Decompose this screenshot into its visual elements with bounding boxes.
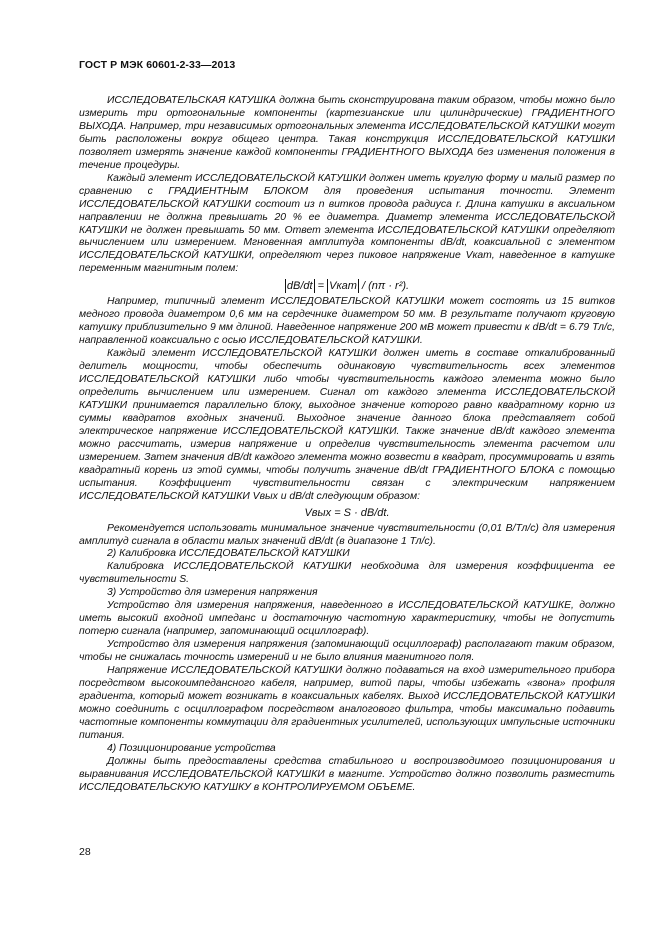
page-number: 28 <box>79 846 91 858</box>
paragraph: Устройство для измерения напряжения, наведенного в ИССЛЕДОВАТЕЛЬСКОЙ КАТУШКЕ, должно иметь высокий входной импеданс и достаточную частотную характеристику, чтобы не допустить потерю сигнала (например, запоминающий осциллограф). <box>79 600 615 638</box>
paragraph: Напряжение ИССЛЕДОВАТЕЛЬСКОЙ КАТУШКИ должно подаваться на вход измерительного прибора посредством высокоимпедансного кабеля, например, витой пары, чтобы избежать «звона» профиля градиента, который может возникать в коаксиальных кабелях. Выход ИССЛЕДОВАТЕЛЬСКОЙ КАТУШКИ можно соединить с осциллографом посредством аналогового фильтра, чтобы максимально подавить частотные компоненты коммутации для градиентных усилителей, использующих импульсные источники питания. <box>79 665 615 741</box>
paragraph: ИССЛЕДОВАТЕЛЬСКАЯ КАТУШКА должна быть сконструирована таким образом, чтобы можно было измерить три ортогональные компоненты (картезианские или цилиндрические) ГРАДИЕНТНОГО ВЫХОДА. Например, три независимых ортогональных элемента ИССЛЕДОВАТЕЛЬСКОЙ КАТУШКИ могут быть расположены вокруг общего центра. Такая конструкция ИССЛЕДОВАТЕЛЬСКОЙ КАТУШКИ позволяет измерять значение каждой компоненты ГРАДИЕНТНОГО ВЫХОДА без изменения положения в течение процедуры. <box>79 95 615 171</box>
paragraph: Например, типичный элемент ИССЛЕДОВАТЕЛЬСКОЙ КАТУШКИ может состоять из 15 витков медного провода диаметром 0,6 мм на сердечнике диаметром 50 мм. В результате получают круговую катушку приблизительно 9 мм длиной. Наведенное напряжение 200 мВ может привести к dB/dt = 6.79 Тл/с, направленной коаксиально с осью ИССЛЕДОВАТЕЛЬСКОЙ КАТУШКИ. <box>79 296 615 347</box>
section-heading: 2) Калибровка ИССЛЕДОВАТЕЛЬСКОЙ КАТУШКИ <box>107 548 350 560</box>
paragraph: Устройство для измерения напряжения (запоминающий осциллограф) располагают таким образом, чтобы не снижалась точность измерений и не было влияния магнитного поля. <box>79 639 615 664</box>
formula-dbdt: dB/dt = Vкат / (nπ · r²). <box>286 280 410 293</box>
paragraph: Калибровка ИССЛЕДОВАТЕЛЬСКОЙ КАТУШКИ необходима для измерения коэффициента ее чувствительности S. <box>79 561 615 586</box>
paragraph: Каждый элемент ИССЛЕДОВАТЕЛЬСКОЙ КАТУШКИ должен иметь круглую форму и малый размер по сравнению с ГРАДИЕНТНЫМ БЛОКОМ для проведения испытания точности. Элемент ИССЛЕДОВАТЕЛЬСКОЙ КАТУШКИ состоит из n витков провода радиуса r. Длина катушки в аксиальном направлении не должна превышать 20 % ее диаметра. Диаметр элемента ИССЛЕДОВАТЕЛЬСКОЙ КАТУШКИ не должен превышать 50 мм. Ответ элемента ИССЛЕДОВАТЕЛЬСКОЙ КАТУШКИ определяют вычислением или измерением. Мгновенная амплитуда компоненты dB/dt, коаксиальной с элементом ИССЛЕДОВАТЕЛЬСКОЙ КАТУШКИ, определяют через пиковое напряжение Vкат, наведенное в катушке переменным магнитным полем: <box>79 172 615 275</box>
paragraph: Рекомендуется использовать минимальное значение чувствительности (0,01 В/Тл/с) для измерения амплитуд сигнала в области малых значений dB/dt (в диапазоне 1 Тл/с). <box>79 522 615 547</box>
section-heading: 4) Позиционирование устройства <box>107 742 276 754</box>
page-body <box>79 95 615 795</box>
formula-lhs: dB/dt <box>286 280 313 293</box>
section-heading: 3) Устройство для измерения напряжения <box>107 587 318 599</box>
paragraph: Каждый элемент ИССЛЕДОВАТЕЛЬСКОЙ КАТУШКИ должен иметь в составе откалиброванный делитель мощности, чтобы обеспечить одинаковую чувствительность всех элементов ИССЛЕДОВАТЕЛЬСКОЙ КАТУШКИ либо чтобы чувствительность каждого элемента можно было определить вычислением или измерением. Сигнал от каждого элемента ИССЛЕДОВАТЕЛЬСКОЙ КАТУШКИ принимается параллельно блоку, выходное значение которого равно квадратному корню из суммы квадратов входных значений. Выходное значение данного блока представляет собой электрическое напряжение ИССЛЕДОВАТЕЛЬСКОЙ КАТУШКИ. Также значение dB/dt каждого элемента можно рассчитать, измерив напряжение и определив чувствительность элемента расчетом или измерением. Затем значения dB/dt каждого элемента можно возвести в квадрат, просуммировать и взять квадратный корень из этой суммы, чтобы получить значение dB/dt ГРАДИЕНТНОГО БЛОКА с помощью испытания. Коэффициент чувствительности связан с электрическим напряжением ИССЛЕДОВАТЕЛЬСКОЙ КАТУШКИ Vвых и dB/dt следующим образом: <box>79 348 615 502</box>
formula-rhs: = S · dB/dt. <box>334 506 390 519</box>
formula-lhs: Vвых <box>304 506 332 519</box>
formula-vvyh <box>79 507 615 520</box>
document-header: ГОСТ Р МЭК 60601-2-33—2013 <box>79 59 236 71</box>
formula-vkat: Vкат <box>329 280 357 293</box>
formula-rhs: (nπ · r²) <box>368 280 407 293</box>
paragraph: Должны быть предоставлены средства стабильного и воспроизводимого позиционирования и выравнивания ИССЛЕДОВАТЕЛЬСКОЙ КАТУШКИ в магните. Устройство должно позволить разместить ИССЛЕДОВАТЕЛЬСКУЮ КАТУШКУ в КОНТРОЛИРУЕМОМ ОБЪЕМЕ. <box>79 755 615 793</box>
